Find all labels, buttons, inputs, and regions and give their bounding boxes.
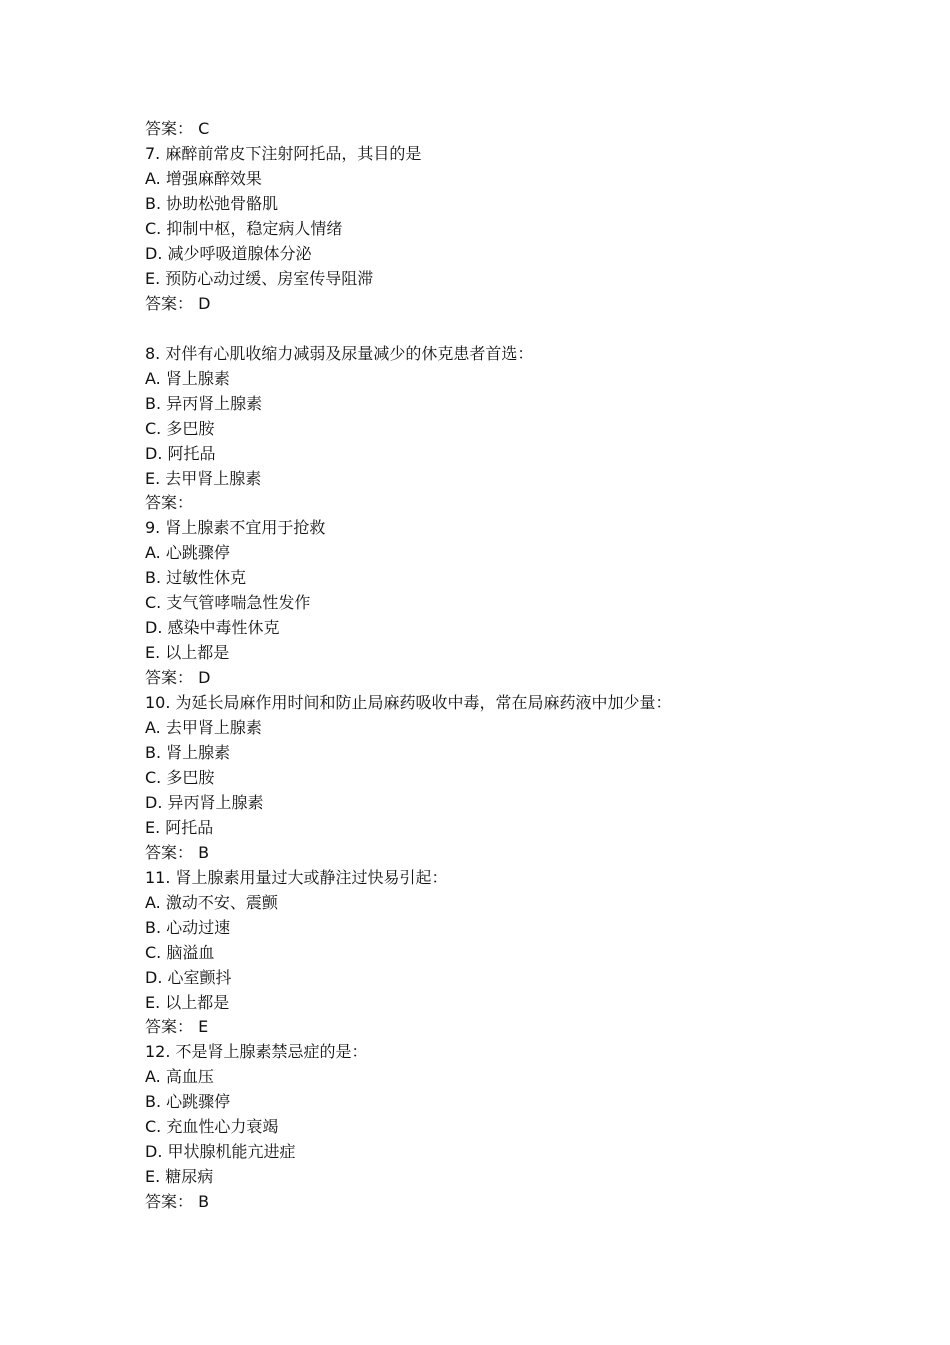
option-line: E. 去甲肾上腺素 — [145, 469, 262, 488]
option-line: C. 脑溢血 — [145, 943, 215, 962]
option-line: A. 肾上腺素 — [145, 369, 230, 388]
option-line: C. 多巴胺 — [145, 419, 215, 438]
option-line: E. 以上都是 — [145, 993, 230, 1012]
answer-line: 答案： E — [145, 1017, 209, 1036]
option-line: D. 阿托品 — [145, 444, 216, 463]
question-8: 8. 对伴有心肌收缩力减弱及尿量减少的休克患者首选： — [145, 344, 534, 363]
option-line: D. 心室颤抖 — [145, 968, 232, 987]
option-line: A. 心跳骤停 — [145, 543, 230, 562]
answer-line: 答案： D — [145, 668, 211, 687]
option-line: A. 增强麻醉效果 — [145, 169, 262, 188]
question-12: 12. 不是肾上腺素禁忌症的是： — [145, 1042, 368, 1061]
option-line: A. 去甲肾上腺素 — [145, 718, 262, 737]
option-line: B. 协助松弛骨骼肌 — [145, 194, 279, 213]
answer-line: 答案： C — [145, 119, 210, 138]
option-line: C. 充血性心力衰竭 — [145, 1117, 279, 1136]
option-line: D. 减少呼吸道腺体分泌 — [145, 244, 312, 263]
option-line: B. 心动过速 — [145, 918, 231, 937]
option-line: D. 感染中毒性休克 — [145, 618, 280, 637]
option-line: E. 糖尿病 — [145, 1167, 214, 1186]
option-line: D. 异丙肾上腺素 — [145, 793, 264, 812]
option-line: E. 阿托品 — [145, 818, 214, 837]
option-line: B. 过敏性休克 — [145, 568, 247, 587]
option-line: D. 甲状腺机能亢进症 — [145, 1142, 296, 1161]
option-line: B. 异丙肾上腺素 — [145, 394, 263, 413]
question-10: 10. 为延长局麻作用时间和防止局麻药吸收中毒，常在局麻药液中加少量： — [145, 693, 672, 712]
answer-line: 答案： B — [145, 843, 210, 862]
option-line: C. 多巴胺 — [145, 768, 215, 787]
option-line: B. 心跳骤停 — [145, 1092, 231, 1111]
option-line: C. 支气管哮喘急性发作 — [145, 593, 311, 612]
question-7: 7. 麻醉前常皮下注射阿托品，其目的是 — [145, 144, 422, 163]
answer-line: 答案： D — [145, 294, 211, 313]
question-11: 11. 肾上腺素用量过大或静注过快易引起： — [145, 868, 448, 887]
option-line: A. 高血压 — [145, 1067, 214, 1086]
option-line: A. 激动不安、震颤 — [145, 893, 278, 912]
option-line: E. 以上都是 — [145, 643, 230, 662]
option-line: B. 肾上腺素 — [145, 743, 231, 762]
answer-line: 答案： B — [145, 1192, 210, 1211]
question-9: 9. 肾上腺素不宜用于抢救 — [145, 518, 326, 537]
option-line: C. 抑制中枢，稳定病人情绪 — [145, 219, 343, 238]
option-line: E. 预防心动过缓、房室传导阻滞 — [145, 269, 374, 288]
answer-line: 答案： — [145, 493, 194, 512]
